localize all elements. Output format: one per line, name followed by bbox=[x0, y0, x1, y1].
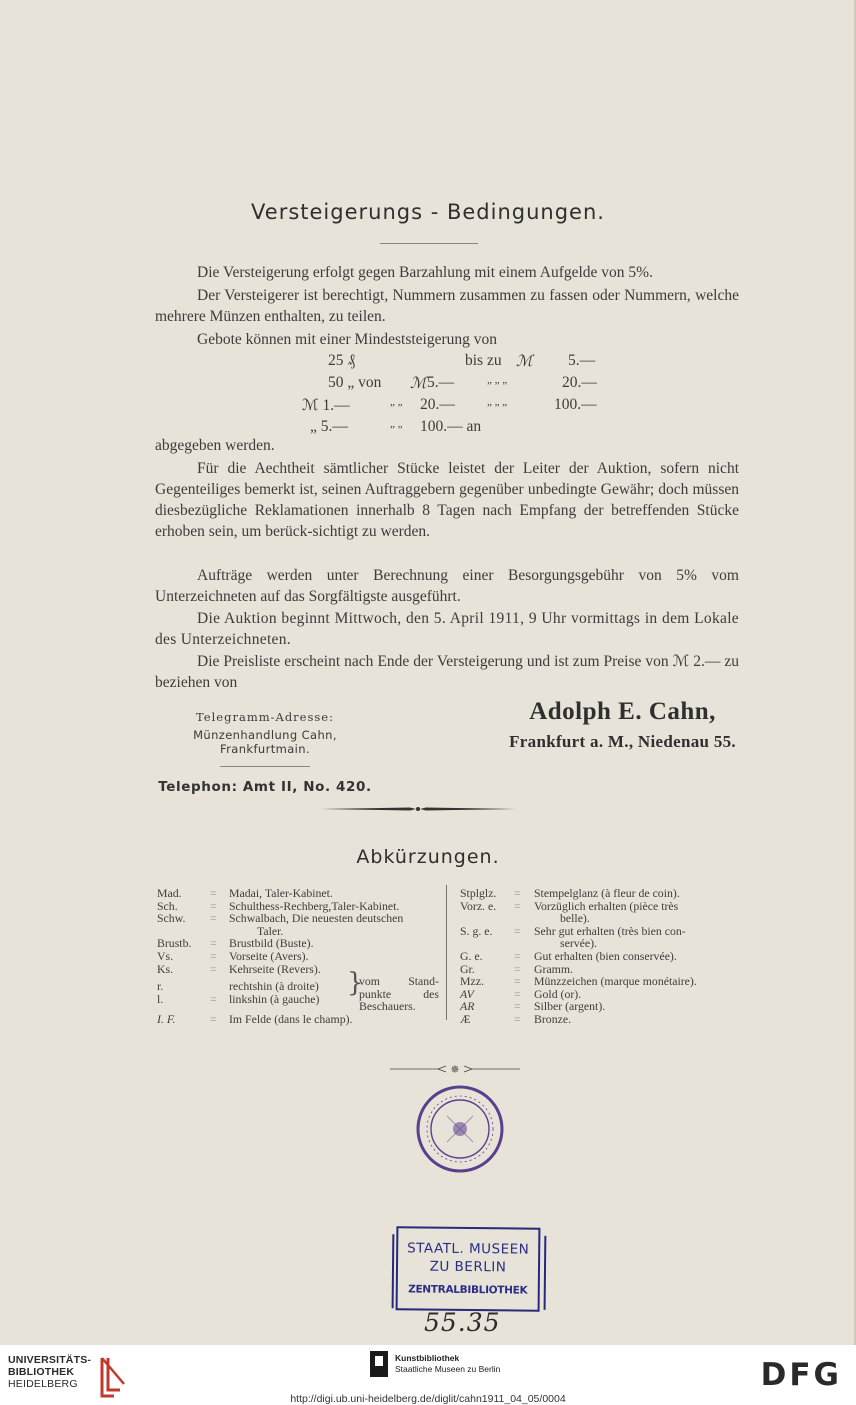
divider-ornament bbox=[320, 803, 516, 815]
bid-cell: 20.— bbox=[420, 396, 455, 413]
title-rule bbox=[380, 243, 478, 244]
library-name-line: UNIVERSITÄTS- bbox=[8, 1354, 92, 1366]
library-name bbox=[8, 1354, 91, 1390]
bid-cell: bis zu bbox=[465, 352, 502, 369]
abbr-row bbox=[460, 1000, 740, 1013]
kunstbibliothek-subtitle: Staatliche Museen zu Berlin bbox=[395, 1364, 501, 1374]
equals-sign: = bbox=[514, 961, 521, 976]
handwritten-shelfmark: 55.35 bbox=[424, 1308, 501, 1337]
abbr-value-continued: belle). bbox=[560, 911, 590, 926]
abbr-row bbox=[157, 887, 442, 900]
equals-sign: = bbox=[514, 1011, 521, 1026]
equals-sign: = bbox=[514, 974, 521, 989]
paragraph-price-list bbox=[155, 651, 739, 693]
abbr-key: l. bbox=[157, 992, 164, 1007]
bid-cell: 50 „ von bbox=[328, 374, 382, 391]
small-ornament bbox=[390, 1062, 520, 1076]
heidelberg-library-logo[interactable] bbox=[8, 1354, 91, 1390]
abbr-value: Brustbild (Buste). bbox=[229, 936, 314, 951]
abbr-key: r. bbox=[157, 979, 164, 994]
direction-values bbox=[229, 980, 319, 1005]
abbr-key: Mzz. bbox=[460, 974, 484, 989]
equals-sign: = bbox=[514, 898, 521, 913]
equals-sign: = bbox=[514, 986, 521, 1001]
paragraph-bids bbox=[155, 329, 739, 350]
paragraph-text: Der Versteigerer ist berechtigt, Nummern zusammen zu fassen oder Nummern, welche mehrere Münzen enthalten, zu teilen. bbox=[155, 287, 739, 325]
bid-cell: ℳ 1.— bbox=[302, 397, 350, 414]
bid-cell: ℳ bbox=[516, 353, 533, 370]
abbr-value-continued: Taler. bbox=[257, 923, 284, 938]
abbr-value: Madai, Taler-Kabinet. bbox=[229, 886, 333, 900]
stamp-text-line: ZU BERLIN bbox=[429, 1258, 507, 1276]
abbr-key: AR bbox=[460, 999, 475, 1014]
brace-symbol: } bbox=[347, 968, 364, 999]
library-name-line: HEIDELBERG bbox=[8, 1378, 78, 1390]
abbr-value: Stempelglanz (à fleur de coin). bbox=[534, 886, 680, 900]
abbr-value: Gold (or). bbox=[534, 986, 582, 1001]
paragraph-text: Die Versteigerung erfolgt gegen Barzahlung mit einem Aufgelde von 5%. bbox=[197, 264, 653, 281]
equals-sign: = bbox=[514, 923, 521, 938]
abbr-note: vom Stand-punkte des Beschauers. bbox=[359, 974, 439, 1014]
bid-cell: „ 5.— bbox=[310, 418, 348, 435]
telegram-contact bbox=[150, 710, 380, 795]
equals-sign: = bbox=[210, 898, 217, 913]
bid-row bbox=[300, 396, 620, 418]
equals-sign: = bbox=[210, 1012, 217, 1027]
page-title: Versteigerungs - Bedingungen. bbox=[251, 200, 605, 224]
abbr-value: Im Felde (dans le champ). bbox=[229, 1012, 353, 1027]
paragraph-orders bbox=[155, 565, 739, 607]
column-divider bbox=[446, 885, 447, 1020]
paragraph-text: Aufträge werden unter Berechnung einer Besorgungsgebühr von 5% vom Unterzeichneten auf das Sorgfältigste ausgeführt. bbox=[155, 567, 739, 605]
paragraph-text: Die Auktion beginnt Mittwoch, den 5. April 1911, 9 Uhr vormittags in dem Lokale des Unterzeichneten. bbox=[155, 610, 739, 648]
telegram-label: Telegramm-Adresse: bbox=[196, 710, 334, 724]
abbr-row bbox=[157, 912, 442, 937]
bid-cell: „ „ „ bbox=[487, 374, 508, 386]
telegram-address: Münzenhandlung Cahn, Frankfurtmain. bbox=[193, 728, 337, 756]
abbr-value: linkshin (à gauche) bbox=[229, 991, 320, 1006]
abbr-key: AV bbox=[460, 986, 474, 1001]
bid-row bbox=[300, 352, 620, 374]
abbr-value: Silber (argent). bbox=[534, 999, 606, 1014]
equals-sign: = bbox=[210, 936, 217, 951]
equals-sign: = bbox=[210, 948, 217, 963]
abbr-row bbox=[460, 887, 740, 900]
paragraph-text: Gebote können mit einer Mindeststeigerung von bbox=[197, 331, 498, 348]
viewer-footer bbox=[0, 1345, 856, 1405]
abbr-key: Vs. bbox=[157, 948, 174, 963]
equals-sign: = bbox=[210, 911, 217, 926]
abbreviations-right-column bbox=[460, 887, 740, 1026]
kunstbibliothek-label bbox=[395, 1353, 500, 1375]
abbr-key: Sch. bbox=[157, 898, 178, 913]
abbr-key: I. F. bbox=[157, 1012, 176, 1027]
abbreviations-title: Abkürzungen. bbox=[356, 846, 500, 868]
abbr-key: Æ bbox=[460, 1011, 471, 1026]
contact-rule bbox=[220, 766, 310, 767]
bid-cell: „ „ bbox=[390, 418, 403, 430]
abbr-key: Mad. bbox=[157, 886, 182, 900]
paragraph-text: abgegeben werden. bbox=[155, 437, 275, 454]
paragraph-text: Für die Aechtheit sämtlicher Stücke leistet der Leiter der Auktion, sofern nicht Gegenteiliges bemerkt ist, seinen Auftraggebern gegenüber unbedingte Gewähr; doch müssen diesbezügliche Reklamationen innerhalb 8 Tagen nach Empfang der betreffenden Stücke erhoben sein, um berück-sichtigt zu werden. bbox=[155, 460, 739, 540]
paragraph-auction-date bbox=[155, 608, 739, 650]
abbr-value: Vorseite (Avers). bbox=[229, 948, 309, 963]
stamp-text-line: STAATL. MUSEEN bbox=[407, 1240, 530, 1258]
page-url[interactable]: http://digi.ub.uni-heidelberg.de/diglit/cahn1911_04_05/0004 bbox=[290, 1393, 566, 1405]
library-stamp bbox=[396, 1226, 541, 1312]
abbr-row bbox=[460, 1013, 740, 1026]
bid-cell: „ „ bbox=[390, 396, 403, 408]
bid-cell: 100.— bbox=[554, 396, 597, 413]
dfg-logo[interactable]: DFG bbox=[760, 1357, 842, 1393]
abbr-value: Schwalbach, Die neuesten deutschen bbox=[229, 911, 404, 926]
equals-sign: = bbox=[514, 886, 521, 900]
library-name-line: BIBLIOTHEK bbox=[8, 1366, 75, 1378]
telephone: Telephon: Amt II, No. 420. bbox=[158, 779, 372, 795]
abbr-key: Gr. bbox=[460, 961, 475, 976]
abbreviations-left-column bbox=[157, 887, 442, 1026]
abbr-key: Schw. bbox=[157, 911, 186, 926]
bid-cell: 100.— an bbox=[420, 418, 482, 435]
equals-sign: = bbox=[210, 961, 217, 976]
bid-cell: „ „ „ bbox=[487, 396, 508, 408]
abbr-value: rechtshin (à droite) bbox=[229, 979, 319, 994]
signature-block bbox=[509, 698, 736, 752]
abbr-value: Vorzüglich erhalten (pièce très bbox=[534, 898, 679, 913]
abbr-key: Ks. bbox=[157, 961, 174, 976]
kunstbibliothek-title: Kunstbibliothek bbox=[395, 1353, 460, 1363]
abbr-row bbox=[460, 925, 740, 950]
abbr-value: Gut erhalten (bien conservée). bbox=[534, 948, 677, 963]
abbr-value-continued: servée). bbox=[560, 936, 598, 951]
paragraph-surcharge bbox=[155, 262, 739, 283]
abbr-key: S. g. e. bbox=[460, 923, 493, 938]
abbr-value: Bronze. bbox=[534, 1011, 572, 1026]
paragraph-authenticity bbox=[155, 458, 739, 542]
abbr-row bbox=[460, 900, 740, 925]
bid-cell: 5.— bbox=[568, 352, 596, 369]
svg-text:✵: ✵ bbox=[450, 1063, 460, 1076]
abbr-value: Sehr gut erhalten (très bien con- bbox=[534, 923, 686, 938]
signature-name: Adolph E. Cahn, bbox=[529, 698, 716, 725]
abbr-row bbox=[460, 950, 740, 963]
abbr-key: Brustb. bbox=[157, 936, 192, 951]
bid-increment-table bbox=[300, 352, 620, 440]
signature-address: Frankfurt a. M., Niedenau 55. bbox=[509, 732, 736, 751]
stamp-text-line: ZENTRALBIBLIOTHEK bbox=[408, 1283, 528, 1297]
abbr-key: Stplglz. bbox=[460, 886, 497, 900]
abbr-key: G. e. bbox=[460, 948, 483, 963]
equals-sign: = bbox=[210, 992, 217, 1007]
abbr-row bbox=[157, 950, 442, 963]
museum-stamp-circle bbox=[415, 1084, 505, 1174]
paragraph-given bbox=[155, 435, 739, 456]
abbr-key: Vorz. e. bbox=[460, 898, 497, 913]
bid-cell: 20.— bbox=[562, 374, 597, 391]
abbr-value: Schulthess-Rechberg,Taler-Kabinet. bbox=[229, 898, 400, 913]
abbr-value: Gramm. bbox=[534, 961, 573, 976]
equals-sign: = bbox=[514, 999, 521, 1014]
equals-sign: = bbox=[514, 948, 521, 963]
equals-sign: = bbox=[210, 886, 217, 900]
bid-cell: 25 ₰ bbox=[328, 352, 356, 369]
paragraph-text: Die Preisliste erscheint nach Ende der Versteigerung und ist zum Preise von ℳ 2.— zu beziehen von bbox=[155, 653, 739, 691]
bid-cell: 5.— bbox=[427, 374, 455, 391]
bid-row bbox=[300, 374, 620, 396]
paragraph-lots bbox=[155, 285, 739, 327]
abbr-value: Kehrseite (Revers). bbox=[229, 961, 321, 976]
kunstbibliothek-logo-icon bbox=[370, 1351, 388, 1377]
bid-cell: ℳ bbox=[410, 375, 427, 392]
abbr-row bbox=[460, 975, 740, 988]
abbr-row bbox=[157, 1013, 442, 1026]
abbr-value: Münzzeichen (marque monétaire). bbox=[534, 974, 697, 989]
